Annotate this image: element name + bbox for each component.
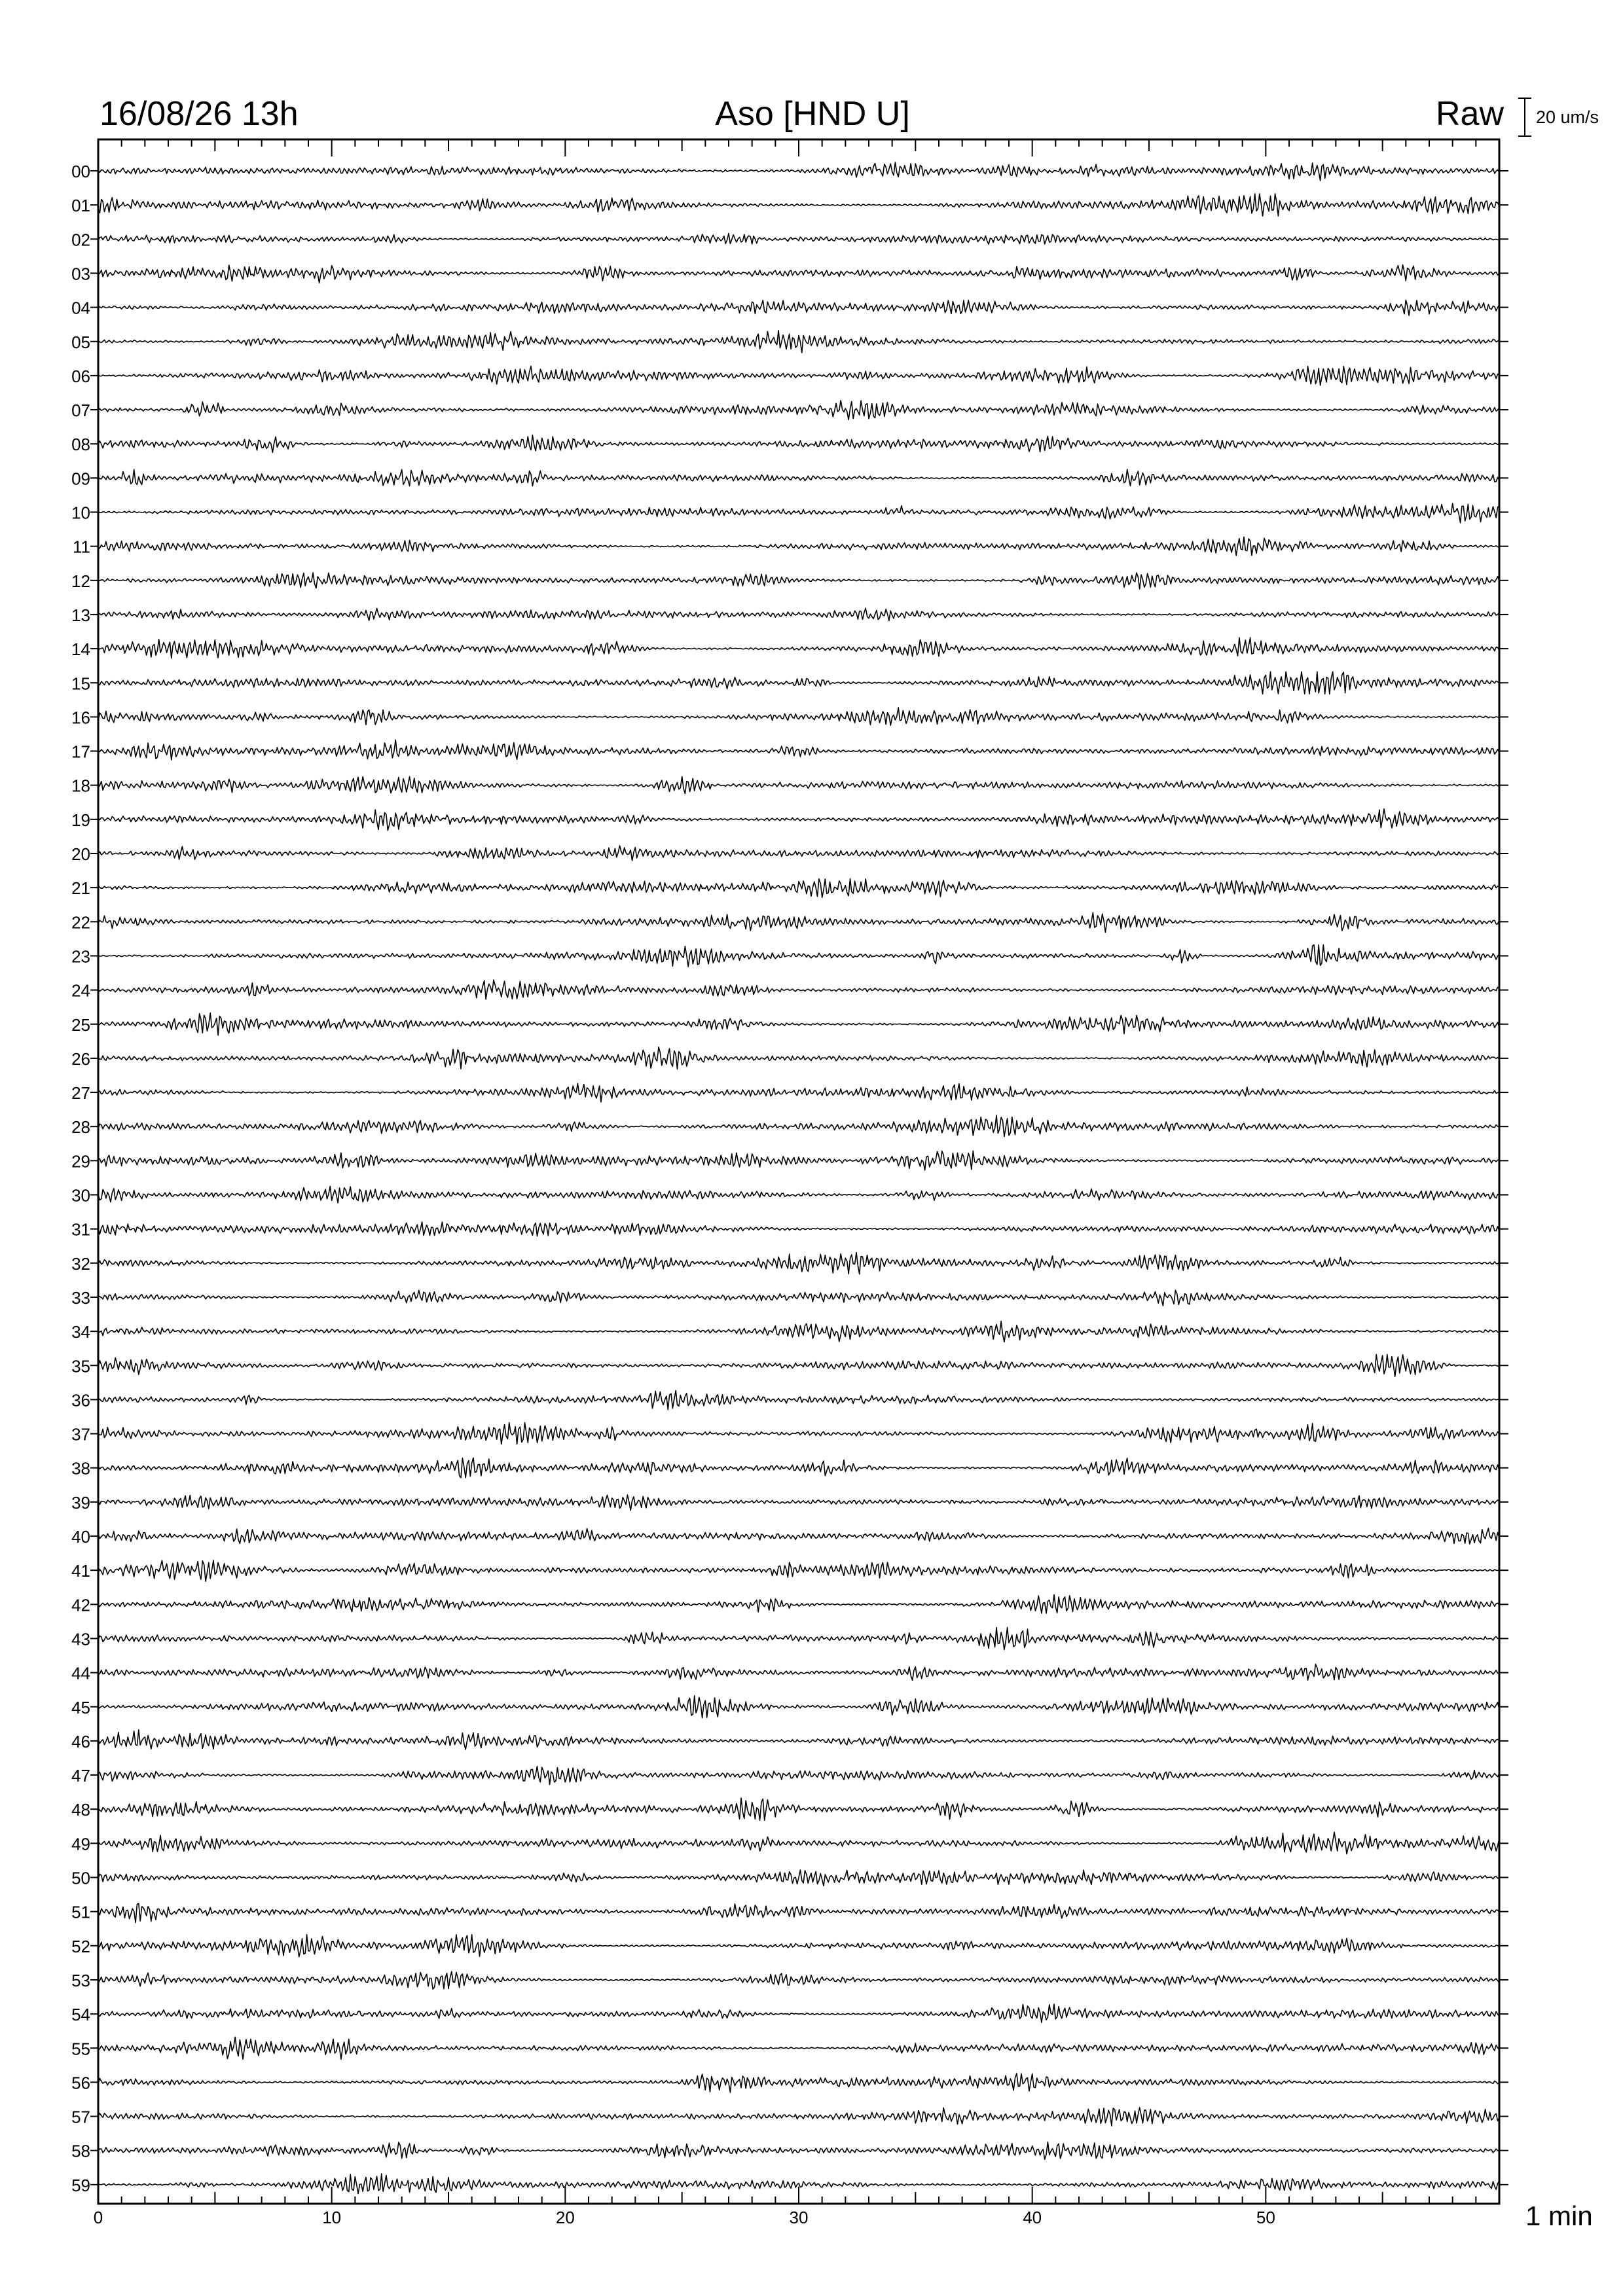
row-label: 00 (71, 162, 90, 181)
x-tick-label: 50 (1256, 2208, 1275, 2227)
row-label: 43 (71, 1629, 90, 1649)
trace-row (98, 1186, 1499, 1203)
trace-row (98, 1528, 1499, 1544)
row-label: 09 (71, 469, 90, 489)
trace-row (98, 2142, 1499, 2160)
trace-row (98, 1458, 1499, 1478)
row-label: 23 (71, 946, 90, 967)
trace-row (98, 1595, 1499, 1613)
row-label: 13 (71, 605, 90, 625)
row-label: 34 (71, 1322, 90, 1342)
trace-row (98, 1870, 1499, 1886)
row-label: 38 (71, 1458, 90, 1479)
trace-row (98, 1696, 1499, 1718)
trace-row (98, 1391, 1499, 1410)
trace-row (98, 672, 1499, 694)
row-label: 22 (71, 912, 90, 933)
trace-row (98, 1151, 1499, 1170)
row-label: 42 (71, 1595, 90, 1615)
row-label: 57 (71, 2107, 90, 2127)
row-label: 05 (71, 332, 90, 352)
row-label: 48 (71, 1800, 90, 1820)
trace-row (98, 2037, 1499, 2059)
row-label: 30 (71, 1185, 90, 1206)
row-label: 56 (71, 2073, 90, 2093)
header-datetime: 16/08/26 13h (100, 95, 299, 133)
trace-row (98, 1903, 1499, 1923)
row-label: 17 (71, 742, 90, 762)
trace-row (98, 912, 1499, 932)
x-axis-unit-label: 1 min (1525, 2200, 1593, 2231)
row-label: 12 (71, 571, 90, 591)
trace-row (98, 980, 1499, 999)
row-label: 04 (71, 298, 90, 318)
amplitude-scale-label: 20 um/s (1536, 107, 1599, 127)
row-label: 54 (71, 2005, 90, 2025)
trace-row (98, 1047, 1499, 1069)
row-label: 19 (71, 810, 90, 830)
trace-row (98, 2004, 1499, 2022)
trace-row (98, 1013, 1499, 1035)
row-label: 40 (71, 1527, 90, 1547)
row-label: 26 (71, 1049, 90, 1069)
trace-row (98, 2073, 1499, 2092)
row-label: 16 (71, 708, 90, 728)
row-label: 06 (71, 366, 90, 386)
row-label: 08 (71, 435, 90, 455)
row-label: 07 (71, 401, 90, 421)
trace-row (98, 1115, 1499, 1136)
trace-row (98, 878, 1499, 897)
row-label: 31 (71, 1219, 90, 1240)
row-label: 02 (71, 230, 90, 250)
trace-row (98, 1495, 1499, 1511)
row-label: 58 (71, 2141, 90, 2161)
row-label: 33 (71, 1287, 90, 1308)
trace-row (98, 608, 1499, 620)
row-label: 59 (71, 2175, 90, 2195)
trace-row (98, 777, 1499, 794)
mode-label: Raw (1435, 95, 1504, 133)
trace-row (98, 234, 1499, 245)
row-label: 45 (71, 1697, 90, 1717)
row-label: 25 (71, 1014, 90, 1035)
trace-row (98, 194, 1499, 216)
trace-row (98, 300, 1499, 316)
row-label: 44 (71, 1663, 90, 1683)
row-label: 01 (71, 196, 90, 216)
trace-row (98, 537, 1499, 555)
plot-frame (98, 139, 1499, 2204)
trace-row (98, 1083, 1499, 1102)
row-label: 03 (71, 264, 90, 284)
trace-row (98, 708, 1499, 725)
row-label: 47 (71, 1766, 90, 1786)
trace-row (98, 1730, 1499, 1749)
trace-row (98, 265, 1499, 283)
row-label: 28 (71, 1117, 90, 1138)
trace-row (98, 846, 1499, 861)
trace-row (98, 162, 1499, 181)
row-label: 14 (71, 639, 90, 660)
trace-row (98, 1971, 1499, 1989)
trace-row (98, 1321, 1499, 1342)
row-label: 29 (71, 1151, 90, 1172)
x-tick-label: 0 (93, 2208, 103, 2227)
row-label: 35 (71, 1356, 90, 1376)
trace-row (98, 945, 1499, 967)
row-label: 41 (71, 1561, 90, 1581)
row-label: 20 (71, 844, 90, 864)
row-label: 53 (71, 1970, 90, 1990)
row-label: 46 (71, 1731, 90, 1751)
row-label: 49 (71, 1834, 90, 1854)
trace-row (98, 401, 1499, 420)
row-label: 32 (71, 1253, 90, 1274)
row-label: 11 (73, 537, 90, 557)
row-label: 24 (71, 980, 90, 1001)
trace-row (98, 331, 1499, 353)
row-label: 55 (71, 2039, 90, 2059)
trace-row (98, 1832, 1499, 1854)
trace-row (98, 1222, 1499, 1236)
row-label: 50 (71, 1868, 90, 1888)
trace-row (98, 1935, 1499, 1957)
trace-row (98, 1798, 1499, 1820)
row-label: 27 (71, 1083, 90, 1103)
trace-row (98, 435, 1499, 453)
x-tick-label: 40 (1023, 2208, 1042, 2227)
trace-row (98, 2108, 1499, 2126)
x-tick-label: 30 (789, 2208, 809, 2227)
row-label: 21 (71, 878, 90, 899)
trace-row (98, 503, 1499, 523)
trace-row (98, 1290, 1499, 1306)
chart-title: Aso [HND U] (715, 95, 910, 133)
row-label: 52 (71, 1936, 90, 1956)
trace-row (98, 637, 1499, 658)
trace-row (98, 809, 1499, 831)
row-label: 51 (71, 1902, 90, 1922)
trace-row (98, 1627, 1499, 1649)
row-label: 18 (71, 776, 90, 796)
trace-row (98, 1767, 1499, 1785)
row-label: 15 (71, 673, 90, 694)
row-label: 10 (71, 503, 90, 523)
row-label: 37 (71, 1424, 90, 1444)
trace-row (98, 740, 1499, 761)
trace-row (98, 1354, 1499, 1376)
row-label: 39 (71, 1492, 90, 1513)
row-label: 36 (71, 1390, 90, 1410)
trace-row (98, 469, 1499, 486)
trace-row (98, 1664, 1499, 1681)
trace-row (98, 1560, 1499, 1581)
trace-row (98, 367, 1499, 386)
x-tick-label: 20 (555, 2208, 575, 2227)
trace-row (98, 573, 1499, 589)
x-tick-label: 10 (322, 2208, 342, 2227)
trace-row (98, 1253, 1499, 1274)
trace-row (98, 1423, 1499, 1444)
